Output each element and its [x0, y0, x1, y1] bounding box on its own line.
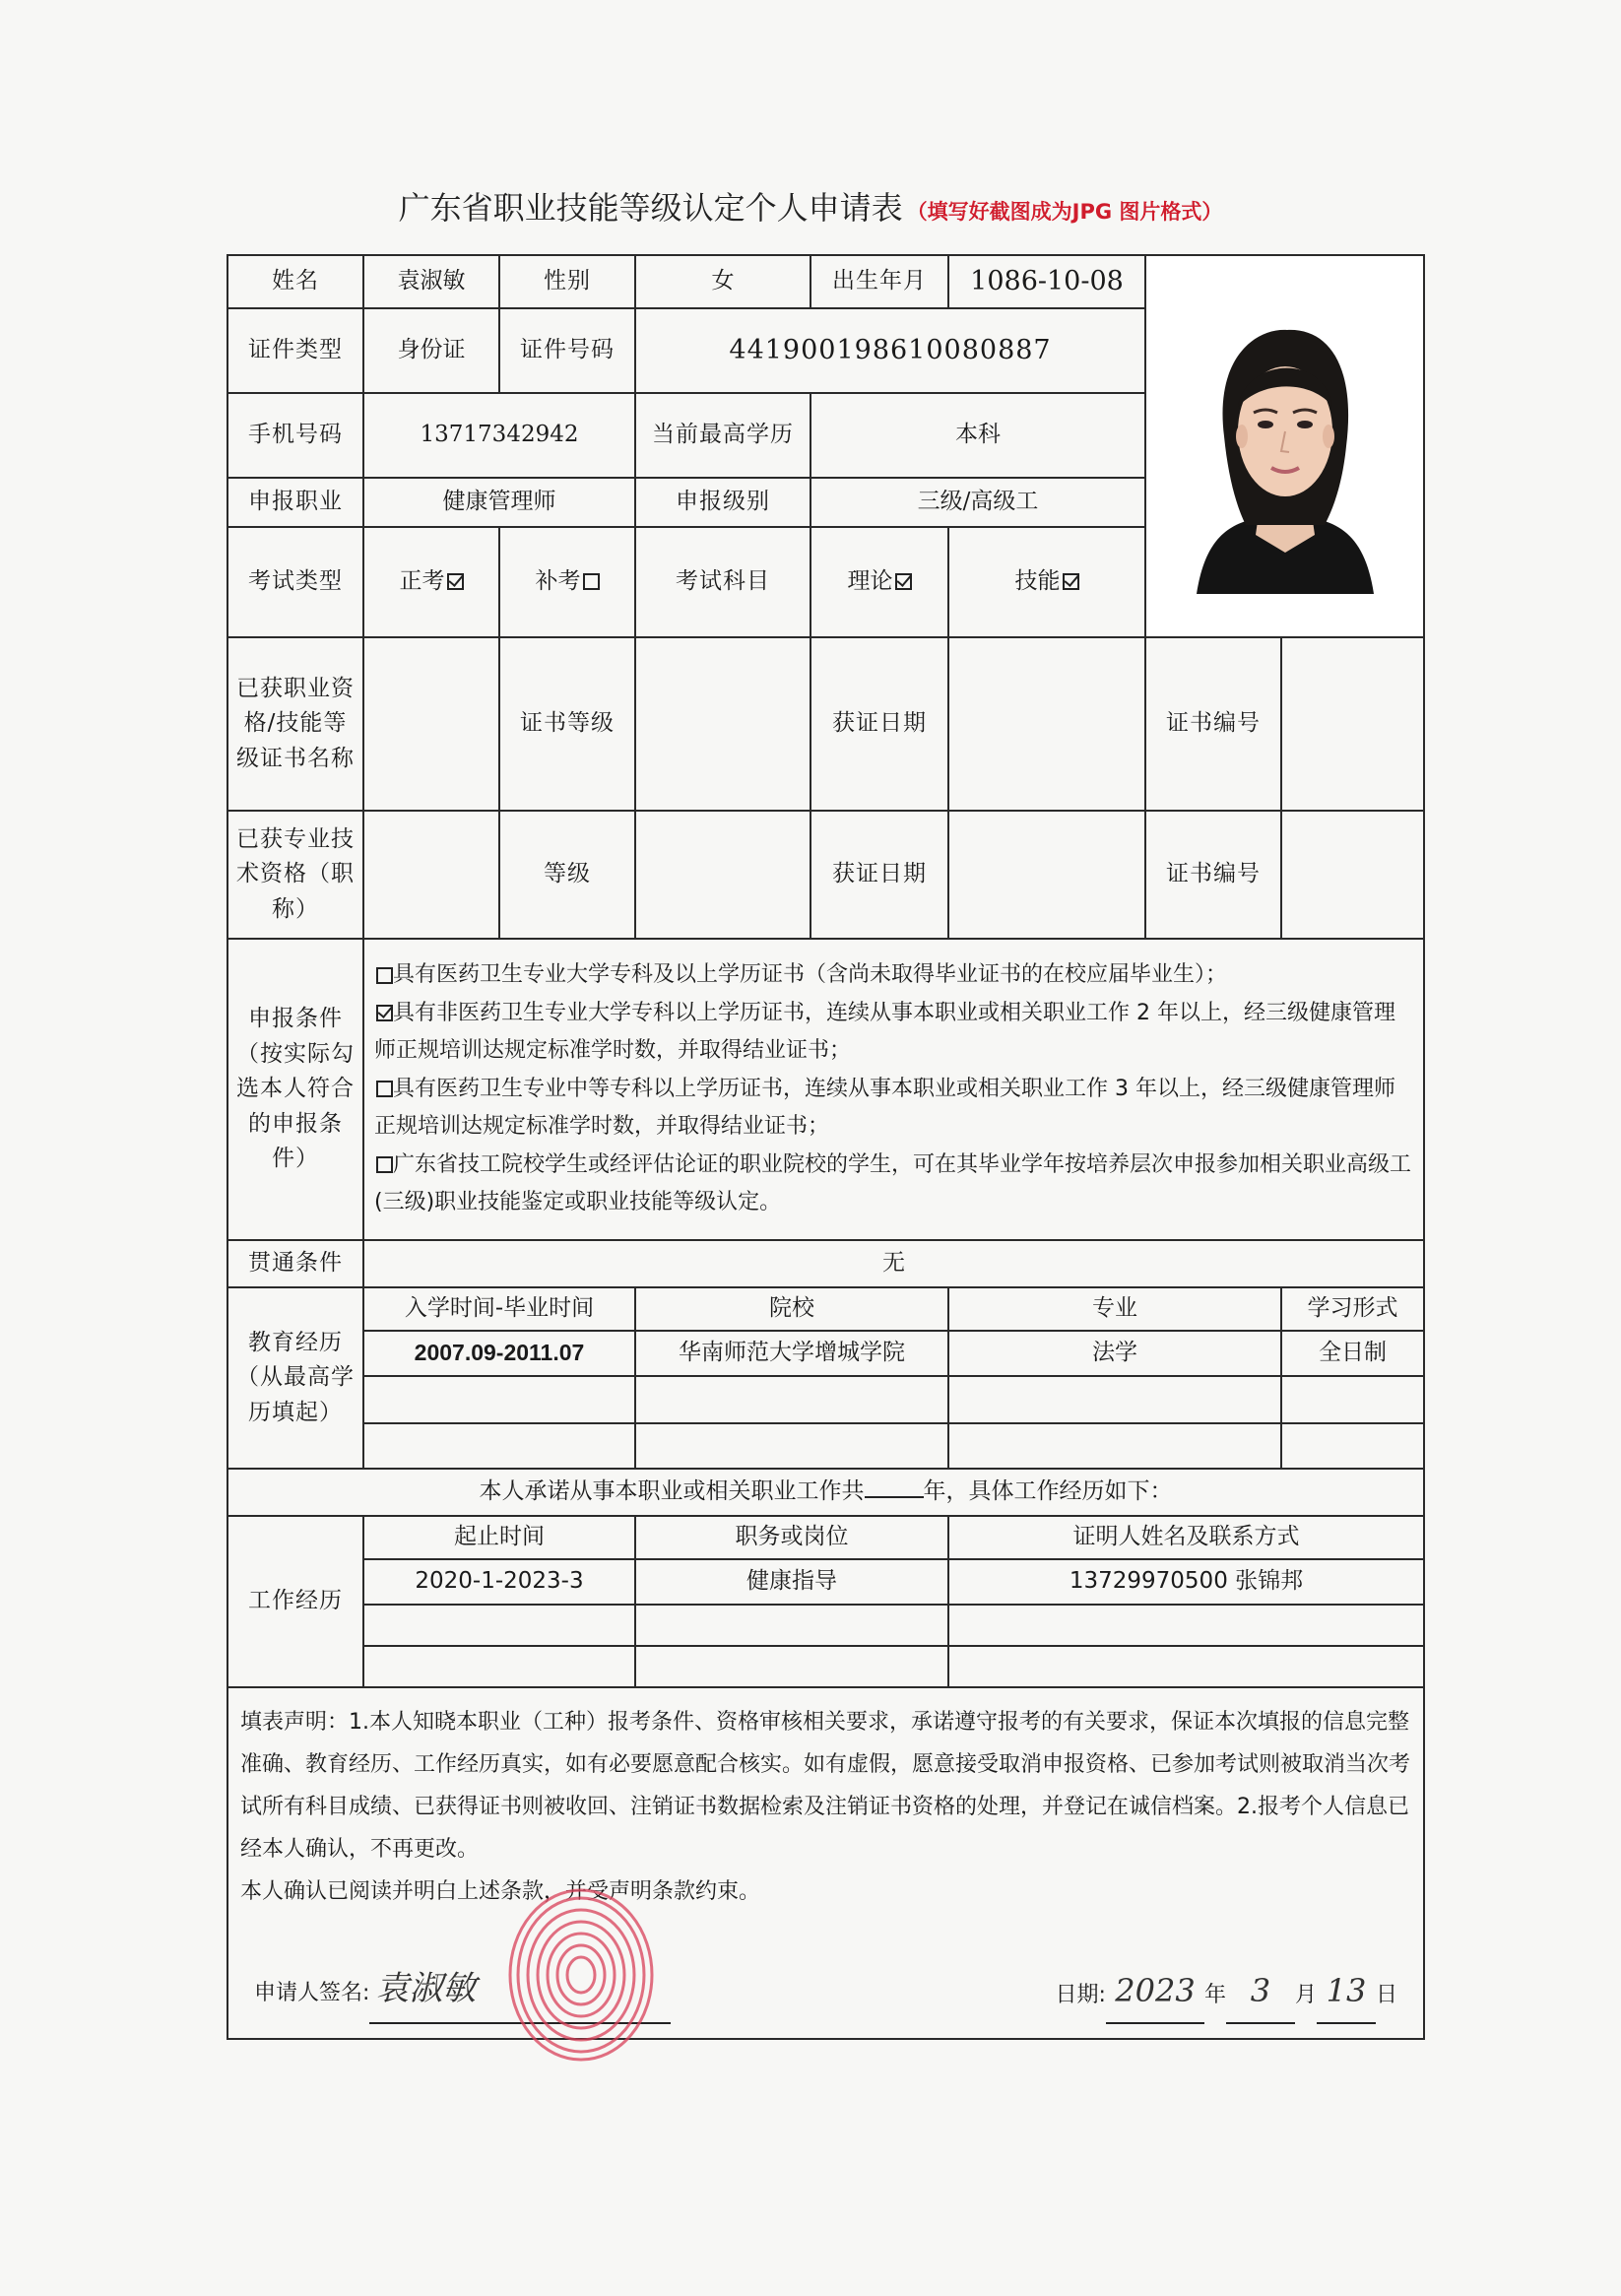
- edu-mode-1[interactable]: 全日制: [1281, 1331, 1424, 1376]
- condition-text-4: 广东省技工院校学生或经评估论证的职业院校的学生，可在其毕业学年按培养层次申报参加相关职业高级工(三级)职业技能鉴定或职业技能等级认定。: [374, 1151, 1412, 1215]
- declaration-confirm: 本人确认已阅读并明白上述条款，并受声明条款约束。: [240, 1878, 761, 1904]
- label-through-condition: 贯通条件: [227, 1240, 363, 1287]
- label-work-history: 工作经历: [227, 1516, 363, 1687]
- value-title-number[interactable]: [1281, 811, 1424, 939]
- label-exam-type: 考试类型: [227, 527, 363, 637]
- title-main: 广东省职业技能等级认定个人申请表: [398, 189, 903, 227]
- value-title-date[interactable]: [948, 811, 1145, 939]
- option-theory[interactable]: [810, 527, 948, 637]
- label-obtained-title: 已获专业技术资格（职称）: [227, 811, 363, 939]
- work-years-field[interactable]: [865, 1496, 924, 1498]
- condition-item[interactable]: [374, 956, 1413, 995]
- title-note: （填写好截图成为JPG 图片格式）: [906, 200, 1223, 224]
- condition-checkbox-4[interactable]: [376, 1156, 393, 1173]
- label-id-number: 证件号码: [499, 308, 635, 393]
- value-id-number[interactable]: 441900198610080887: [635, 308, 1145, 393]
- edu-major-2[interactable]: [948, 1376, 1281, 1423]
- label-conditions: 申报条件（按实际勾选本人符合的申报条件）: [227, 939, 363, 1240]
- form-title: [0, 183, 1621, 229]
- work-commit-prefix: 本人承诺从事本职业或相关职业工作共: [479, 1478, 865, 1505]
- edu-school-2[interactable]: [635, 1376, 948, 1423]
- signer-label: 申请人签名:: [254, 1981, 370, 2006]
- work-header-period: 起止时间: [363, 1516, 635, 1559]
- label-title-level: 等级: [499, 811, 635, 939]
- work-witness-3[interactable]: [948, 1646, 1424, 1687]
- edu-header-period: 入学时间-毕业时间: [363, 1287, 635, 1331]
- work-position-1[interactable]: 健康指导: [635, 1559, 948, 1605]
- value-phone[interactable]: 13717342942: [363, 393, 635, 478]
- makeup-exam-checkbox[interactable]: [583, 573, 600, 590]
- edu-school-3[interactable]: [635, 1423, 948, 1469]
- label-cert-date: 获证日期: [810, 637, 948, 811]
- value-education[interactable]: 本科: [810, 393, 1145, 478]
- condition-item[interactable]: [374, 1147, 1413, 1222]
- theory-label: 理论: [847, 568, 893, 595]
- work-commitment: [227, 1469, 1424, 1516]
- value-gender[interactable]: 女: [635, 255, 810, 308]
- work-commit-suffix: 年，具体工作经历如下：: [923, 1478, 1173, 1505]
- signature-field[interactable]: 袁淑敏: [369, 1956, 671, 2023]
- declaration-text: 填表声明：1.本人知晓本职业（工种）报考条件、资格审核相关要求，承诺遵守报考的有关要求，保证本次填报的信息完整准确、教育经历、工作经历真实，如有必要愿意配合核实。如有虚假，愿意接受取消申报资格、已参加考试则被取消当次考试所有科目成绩、已获得证书则被收回、注销证书数据检索及注销证书资格的处理，并登记在诚信档案。2.报考个人信息已经本人确认，不再更改。: [240, 1710, 1411, 1862]
- label-title-date: 获证日期: [810, 811, 948, 939]
- value-birth[interactable]: 1086-10-08: [948, 255, 1145, 308]
- date-block: [1056, 1960, 1397, 2023]
- date-year[interactable]: 2023: [1106, 1960, 1204, 2023]
- option-makeup-exam[interactable]: [499, 527, 635, 637]
- label-phone: 手机号码: [227, 393, 363, 478]
- table-row: [227, 1559, 1424, 1605]
- value-title-level[interactable]: [635, 811, 810, 939]
- value-through-condition[interactable]: 无: [363, 1240, 1424, 1287]
- application-form: [227, 254, 1425, 2040]
- label-education: 当前最高学历: [635, 393, 810, 478]
- edu-mode-2[interactable]: [1281, 1376, 1424, 1423]
- month-label: 月: [1294, 1983, 1317, 2008]
- label-cert-level: 证书等级: [499, 637, 635, 811]
- condition-checkbox-3[interactable]: [376, 1081, 393, 1097]
- regular-exam-label: 正考: [399, 568, 445, 595]
- label-id-type: 证件类型: [227, 308, 363, 393]
- edu-school-1[interactable]: 华南师范大学增城学院: [635, 1331, 948, 1376]
- edu-major-1[interactable]: 法学: [948, 1331, 1281, 1376]
- day-label: 日: [1375, 1983, 1397, 2008]
- label-education-history: 教育经历（从最高学历填起）: [227, 1287, 363, 1469]
- condition-text-3: 具有医药卫生专业中等专科以上学历证书，连续从事本职业或相关职业工作 3 年以上，经三级健康管理师正规培训达规定标准学时数，并取得结业证书；: [374, 1076, 1395, 1140]
- label-obtained-cert: 已获职业资格/技能等级证书名称: [227, 637, 363, 811]
- edu-header-school: 院校: [635, 1287, 948, 1331]
- work-witness-1[interactable]: 13729970500 张锦邦: [948, 1559, 1424, 1605]
- date-day[interactable]: 13: [1317, 1960, 1376, 2023]
- table-row: [227, 1605, 1424, 1646]
- value-cert-number[interactable]: [1281, 637, 1424, 811]
- date-label: 日期:: [1055, 1983, 1106, 2008]
- edu-period-1[interactable]: 2007.09-2011.07: [363, 1331, 635, 1376]
- makeup-exam-label: 补考: [535, 568, 581, 595]
- work-witness-2[interactable]: [948, 1605, 1424, 1646]
- condition-checkbox-1[interactable]: [376, 967, 393, 984]
- declaration: [227, 1687, 1424, 2039]
- condition-text-1: 具有医药卫生专业大学专科及以上学历证书（含尚未取得毕业证书的在校应届毕业生）；: [393, 962, 1228, 988]
- value-cert-level[interactable]: [635, 637, 810, 811]
- work-header-position: 职务或岗位: [635, 1516, 948, 1559]
- work-period-2[interactable]: [363, 1605, 635, 1646]
- table-row: [227, 1646, 1424, 1687]
- condition-checkbox-2[interactable]: [376, 1005, 393, 1021]
- option-skill[interactable]: [948, 527, 1145, 637]
- applicant-photo: [1167, 298, 1403, 594]
- value-cert-date[interactable]: [948, 637, 1145, 811]
- skill-checkbox[interactable]: [1063, 573, 1079, 590]
- year-label: 年: [1203, 1983, 1226, 2008]
- condition-text-2: 具有非医药卫生专业大学专科以上学历证书，连续从事本职业或相关职业工作 2 年以上，经三级健康管理师正规培训达规定标准学时数，并取得结业证书；: [374, 1000, 1395, 1064]
- skill-label: 技能: [1014, 568, 1061, 595]
- work-header-witness: 证明人姓名及联系方式: [948, 1516, 1424, 1559]
- work-position-2[interactable]: [635, 1605, 948, 1646]
- work-period-3[interactable]: [363, 1646, 635, 1687]
- condition-item[interactable]: [374, 995, 1413, 1071]
- option-regular-exam[interactable]: [363, 527, 499, 637]
- label-birth: 出生年月: [810, 255, 948, 308]
- signature-block: [254, 1956, 671, 2023]
- table-row: [227, 1331, 1424, 1376]
- label-occupation: 申报职业: [227, 478, 363, 527]
- edu-period-3[interactable]: [363, 1423, 635, 1469]
- label-level: 申报级别: [635, 478, 810, 527]
- value-level[interactable]: 三级/高级工: [810, 478, 1145, 527]
- label-name: 姓名: [227, 255, 363, 308]
- label-exam-subject: 考试科目: [635, 527, 810, 637]
- edu-mode-3[interactable]: [1281, 1423, 1424, 1469]
- edu-header-mode: 学习形式: [1281, 1287, 1424, 1331]
- table-row: [227, 1423, 1424, 1469]
- work-period-1[interactable]: 2020-1-2023-3: [363, 1559, 635, 1605]
- photo-cell: [1145, 255, 1424, 637]
- label-gender: 性别: [499, 255, 635, 308]
- theory-checkbox[interactable]: [895, 573, 912, 590]
- edu-major-3[interactable]: [948, 1423, 1281, 1469]
- value-obtained-title[interactable]: [363, 811, 499, 939]
- edu-header-major: 专业: [948, 1287, 1281, 1331]
- label-cert-number: 证书编号: [1145, 637, 1281, 811]
- conditions-list: [363, 939, 1424, 1240]
- regular-exam-checkbox[interactable]: [447, 573, 464, 590]
- value-name[interactable]: 袁淑敏: [363, 255, 499, 308]
- condition-item[interactable]: [374, 1071, 1413, 1147]
- date-month[interactable]: 3: [1226, 1960, 1295, 2023]
- edu-period-2[interactable]: [363, 1376, 635, 1423]
- value-id-type[interactable]: 身份证: [363, 308, 499, 393]
- signature-row: [240, 1956, 1411, 2023]
- value-obtained-cert[interactable]: [363, 637, 499, 811]
- label-title-number: 证书编号: [1145, 811, 1281, 939]
- value-occupation[interactable]: 健康管理师: [363, 478, 635, 527]
- table-row: [227, 1376, 1424, 1423]
- work-position-3[interactable]: [635, 1646, 948, 1687]
